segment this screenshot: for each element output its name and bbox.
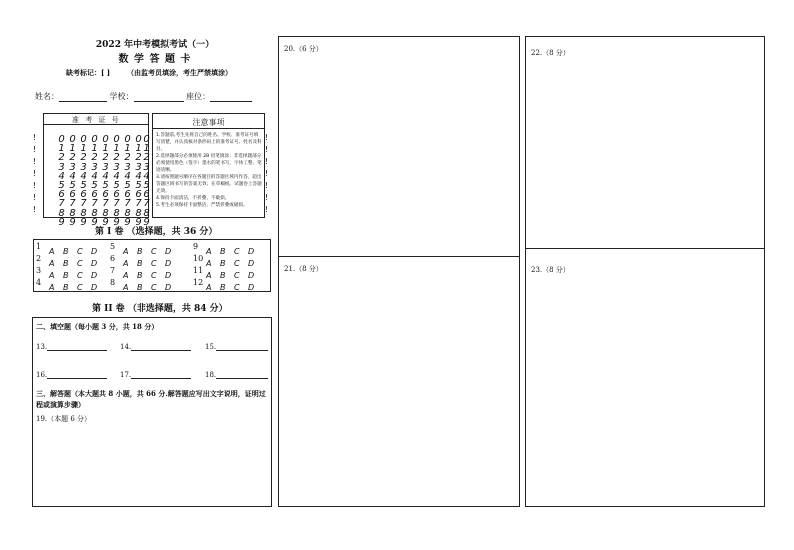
q15-label: 15. bbox=[205, 343, 217, 351]
left-edge-marks: ! ! ! ! ! ! ! bbox=[33, 133, 37, 214]
school-field[interactable] bbox=[134, 101, 184, 102]
exam-id-digit-bubble[interactable]: 5 bbox=[80, 180, 87, 192]
q17-label: 17. bbox=[120, 371, 132, 379]
exam-id-digit-bubble[interactable]: 7 bbox=[102, 198, 109, 210]
exam-id-digit-bubble[interactable]: 6 bbox=[58, 189, 65, 201]
mc-question-number: 4 bbox=[36, 278, 42, 287]
mc-question-number: 6 bbox=[110, 254, 116, 263]
mc-option-bubble[interactable]: C bbox=[234, 271, 240, 280]
exam-id-digit-bubble[interactable]: 2 bbox=[91, 152, 98, 164]
exam-id-column[interactable] bbox=[90, 135, 99, 227]
mc-options-row[interactable] bbox=[123, 259, 179, 269]
exam-id-column[interactable] bbox=[101, 135, 110, 227]
exam-id-digit-bubble[interactable]: 4 bbox=[135, 170, 142, 182]
mc-question-number: 2 bbox=[36, 254, 42, 263]
mc-option-bubble[interactable]: A bbox=[123, 283, 129, 292]
mc-option-bubble[interactable]: A bbox=[49, 247, 55, 256]
q17-answer-line[interactable] bbox=[131, 378, 191, 379]
note-item: 4.保持卡面清洁，不折叠、不破损。 bbox=[156, 196, 230, 201]
q20-answer-box[interactable] bbox=[278, 36, 520, 257]
card-title: 数 学 答 题 卡 bbox=[118, 54, 192, 65]
mc-option-bubble[interactable]: B bbox=[220, 283, 226, 292]
mc-option-bubble[interactable]: B bbox=[220, 271, 226, 280]
mc-option-bubble[interactable]: A bbox=[123, 247, 129, 256]
exam-id-digit-bubble[interactable]: 0 bbox=[58, 134, 65, 145]
exam-id-digit-bubble[interactable]: 4 bbox=[124, 170, 131, 182]
exam-id-digit-bubble[interactable]: 7 bbox=[58, 198, 65, 210]
mc-options-row[interactable] bbox=[206, 247, 262, 257]
mc-options-row[interactable] bbox=[123, 271, 179, 281]
exam-id-digit-bubble[interactable]: 8 bbox=[143, 207, 150, 219]
mc-option-bubble[interactable]: D bbox=[248, 271, 255, 280]
mc-option-bubble[interactable]: C bbox=[77, 283, 83, 292]
mc-options-row[interactable] bbox=[206, 271, 262, 281]
exam-id-digit-bubble[interactable]: 7 bbox=[113, 198, 120, 210]
mc-option-bubble[interactable]: A bbox=[206, 247, 212, 256]
mc-option-bubble[interactable]: D bbox=[165, 283, 172, 292]
exam-id-digit-bubble[interactable]: 0 bbox=[91, 134, 98, 145]
exam-id-digit-bubble[interactable]: 5 bbox=[91, 180, 98, 192]
name-field[interactable] bbox=[59, 101, 107, 102]
mc-question-number: 3 bbox=[36, 266, 42, 275]
exam-id-digit-bubble[interactable]: 5 bbox=[58, 180, 65, 192]
mc-option-bubble[interactable]: A bbox=[206, 259, 212, 268]
exam-id-digit-bubble[interactable]: 8 bbox=[58, 207, 65, 219]
exam-id-digit-bubble[interactable]: 0 bbox=[113, 134, 120, 145]
mc-option-bubble[interactable]: C bbox=[234, 283, 240, 292]
mc-option-bubble[interactable]: B bbox=[137, 283, 143, 292]
exam-id-column[interactable] bbox=[68, 135, 77, 227]
exam-id-column[interactable] bbox=[142, 135, 151, 227]
exam-id-digit-bubble[interactable]: 4 bbox=[91, 170, 98, 182]
note-item: 3.请按照题号顺序在各题目的答题区域内作答，超出答题区域书写的答案无效；在草稿纸、试题卷上答题无效。 bbox=[156, 175, 262, 194]
exam-id-digit-bubble[interactable]: 6 bbox=[113, 189, 120, 201]
exam-id-digit-bubble[interactable]: 3 bbox=[143, 161, 150, 173]
mc-option-bubble[interactable]: B bbox=[63, 283, 69, 292]
q14-row bbox=[120, 343, 191, 351]
mc-options-row[interactable] bbox=[206, 283, 262, 293]
mc-option-bubble[interactable]: D bbox=[91, 247, 98, 256]
mc-option-bubble[interactable]: D bbox=[91, 271, 98, 280]
q16-answer-line[interactable] bbox=[47, 378, 107, 379]
q23-label: 23.（8 分） bbox=[531, 266, 570, 274]
exam-id-digit-bubble[interactable]: 7 bbox=[80, 198, 87, 210]
mc-options-row[interactable] bbox=[49, 283, 105, 293]
mc-option-bubble[interactable]: D bbox=[165, 259, 172, 268]
mc-option-bubble[interactable]: D bbox=[248, 283, 255, 292]
mc-question-number: 8 bbox=[110, 278, 116, 287]
exam-id-digit-bubble[interactable]: 0 bbox=[69, 134, 76, 145]
q16-label: 16. bbox=[36, 371, 48, 379]
name-label: 姓名： bbox=[35, 92, 59, 101]
q21-answer-box[interactable] bbox=[278, 256, 520, 507]
exam-id-digit-bubble[interactable]: 3 bbox=[80, 161, 87, 173]
exam-id-digit-bubble[interactable]: 4 bbox=[69, 170, 76, 182]
right-edge-marks: ! ! ! ! ! ! ! bbox=[265, 133, 269, 214]
mc-question-number: 11 bbox=[193, 266, 204, 275]
exam-id-digit-bubble[interactable]: 6 bbox=[143, 189, 150, 201]
notes-divider bbox=[153, 128, 264, 129]
mc-option-bubble[interactable]: D bbox=[91, 283, 98, 292]
q16-row bbox=[36, 371, 107, 379]
mc-option-bubble[interactable]: A bbox=[49, 271, 55, 280]
exam-id-digit-bubble[interactable]: 0 bbox=[135, 134, 142, 145]
exam-id-divider bbox=[44, 124, 148, 125]
q14-answer-line[interactable] bbox=[131, 350, 191, 351]
exam-id-digit-bubble[interactable]: 5 bbox=[135, 180, 142, 192]
exam-id-digit-bubble[interactable]: 3 bbox=[102, 161, 109, 173]
seat-label: 座位： bbox=[186, 92, 211, 101]
mc-option-bubble[interactable]: D bbox=[248, 247, 255, 256]
q13-answer-line[interactable] bbox=[47, 350, 107, 351]
exam-id-digit-bubble[interactable]: 9 bbox=[91, 216, 98, 228]
exam-id-digit-bubble[interactable]: 0 bbox=[124, 134, 131, 145]
exam-id-digit-bubble[interactable]: 1 bbox=[58, 143, 65, 155]
exam-id-digit-bubble[interactable]: 9 bbox=[113, 216, 120, 228]
mc-option-bubble[interactable]: B bbox=[137, 271, 143, 280]
mc-options-row[interactable] bbox=[49, 247, 105, 257]
exam-id-digit-bubble[interactable]: 1 bbox=[135, 143, 142, 155]
mc-question-number: 12 bbox=[193, 278, 204, 287]
solve-heading: 三、解答题（本大题共 8 小题，共 66 分.解答题应写出文字说明，证明过程或演算步骤） bbox=[36, 389, 266, 409]
part2-answer-box[interactable] bbox=[32, 317, 272, 507]
mc-options-row[interactable] bbox=[123, 247, 179, 257]
exam-id-digit-bubble[interactable]: 6 bbox=[80, 189, 87, 201]
q19-label: 19.（本题 6 分） bbox=[36, 415, 92, 423]
mc-options-row[interactable] bbox=[123, 283, 179, 293]
exam-id-digit-bubble[interactable]: 9 bbox=[124, 216, 131, 228]
exam-id-digit-bubble[interactable]: 7 bbox=[69, 198, 76, 210]
exam-id-digit-bubble[interactable]: 3 bbox=[124, 161, 131, 173]
exam-id-digit-bubble[interactable]: 3 bbox=[69, 161, 76, 173]
mc-option-bubble[interactable]: C bbox=[151, 283, 157, 292]
exam-id-digit-bubble[interactable]: 4 bbox=[102, 170, 109, 182]
exam-id-digit-bubble[interactable]: 7 bbox=[143, 198, 150, 210]
exam-id-digit-bubble[interactable]: 8 bbox=[91, 207, 98, 219]
note-item: 1.答题前,考生先将自己的姓名、学校、准考证号填写清楚，并认真核对条形码上的准考证号、姓名及科目。 bbox=[156, 133, 262, 152]
exam-id-digit-bubble[interactable]: 0 bbox=[143, 134, 150, 145]
q15-answer-line[interactable] bbox=[216, 350, 268, 351]
notes-title: 注意事项 bbox=[192, 118, 225, 127]
mc-option-bubble[interactable]: A bbox=[49, 259, 55, 268]
exam-id-digit-bubble[interactable]: 8 bbox=[124, 207, 131, 219]
mc-option-bubble[interactable]: B bbox=[220, 247, 226, 256]
exam-id-digit-bubble[interactable]: 1 bbox=[124, 143, 131, 155]
exam-id-digit-bubble[interactable]: 7 bbox=[135, 198, 142, 210]
mc-option-bubble[interactable]: A bbox=[123, 271, 129, 280]
exam-id-digit-bubble[interactable]: 2 bbox=[113, 152, 120, 164]
mc-option-bubble[interactable]: A bbox=[206, 283, 212, 292]
exam-id-digit-bubble[interactable]: 5 bbox=[113, 180, 120, 192]
absent-mark-note: （由监考员填涂，考生严禁填涂） bbox=[127, 68, 232, 77]
q20-label: 20.（6 分） bbox=[284, 45, 323, 53]
mc-option-bubble[interactable]: C bbox=[77, 271, 83, 280]
exam-id-digit-bubble[interactable]: 6 bbox=[102, 189, 109, 201]
mc-option-bubble[interactable]: C bbox=[77, 259, 83, 268]
q17-row bbox=[120, 371, 191, 379]
exam-id-digit-bubble[interactable]: 3 bbox=[135, 161, 142, 173]
mc-option-bubble[interactable]: C bbox=[151, 247, 157, 256]
q13-label: 13. bbox=[36, 343, 48, 351]
exam-id-title: 准 考 证 号 bbox=[72, 116, 121, 124]
exam-id-digit-bubble[interactable]: 2 bbox=[135, 152, 142, 164]
mc-question-number: 9 bbox=[193, 242, 199, 251]
exam-id-digit-bubble[interactable]: 6 bbox=[135, 189, 142, 201]
mc-option-bubble[interactable]: B bbox=[63, 259, 69, 268]
q14-label: 14. bbox=[120, 343, 132, 351]
mc-option-bubble[interactable]: B bbox=[137, 259, 143, 268]
exam-id-digit-bubble[interactable]: 3 bbox=[91, 161, 98, 173]
exam-id-digit-bubble[interactable]: 8 bbox=[80, 207, 87, 219]
exam-id-digit-bubble[interactable]: 2 bbox=[58, 152, 65, 164]
student-info-row bbox=[35, 91, 252, 102]
exam-id-column[interactable] bbox=[79, 135, 88, 227]
exam-id-digit-bubble[interactable]: 9 bbox=[69, 216, 76, 228]
exam-id-digit-bubble[interactable]: 8 bbox=[135, 207, 142, 219]
school-label: 学校： bbox=[109, 92, 134, 101]
exam-id-digit-bubble[interactable]: 5 bbox=[124, 180, 131, 192]
q18-row bbox=[205, 371, 268, 379]
exam-title: 2022 年中考模拟考试（一） bbox=[95, 40, 215, 50]
exam-id-digit-bubble[interactable]: 8 bbox=[113, 207, 120, 219]
q22-label: 22.（8 分） bbox=[531, 49, 570, 57]
mc-option-bubble[interactable]: C bbox=[151, 259, 157, 268]
q18-label: 18. bbox=[205, 371, 217, 379]
q15-row bbox=[205, 343, 268, 351]
exam-id-digit-bubble[interactable]: 2 bbox=[102, 152, 109, 164]
mc-option-bubble[interactable]: C bbox=[234, 259, 240, 268]
note-item: 2.选择题部分必须使用 2B 铅笔填涂；非选择题部分必须使用黑色（签字）墨水的笔书写，字体工整、笔迹清晰。 bbox=[156, 154, 262, 173]
exam-id-digit-bubble[interactable]: 6 bbox=[91, 189, 98, 201]
exam-id-column[interactable] bbox=[57, 135, 66, 227]
mc-options-row[interactable] bbox=[206, 259, 262, 269]
exam-id-digit-bubble[interactable]: 3 bbox=[58, 161, 65, 173]
exam-id-digit-bubble[interactable]: 4 bbox=[58, 170, 65, 182]
mc-question-number: 1 bbox=[36, 242, 42, 251]
exam-id-digit-bubble[interactable]: 9 bbox=[102, 216, 109, 228]
mc-options-row[interactable] bbox=[49, 259, 105, 269]
mc-option-bubble[interactable]: D bbox=[248, 259, 255, 268]
exam-id-digit-bubble[interactable]: 6 bbox=[124, 189, 131, 201]
mc-option-bubble[interactable]: D bbox=[165, 271, 172, 280]
mc-option-bubble[interactable]: D bbox=[165, 247, 172, 256]
exam-id-digit-bubble[interactable]: 1 bbox=[113, 143, 120, 155]
exam-id-digit-bubble[interactable]: 9 bbox=[135, 216, 142, 228]
mc-question-number: 5 bbox=[110, 242, 116, 251]
note-item: 5.考生必须保持卡面整洁，严禁折叠或破损。 bbox=[156, 203, 248, 208]
exam-id-digit-bubble[interactable]: 9 bbox=[143, 216, 150, 228]
mc-option-bubble[interactable]: B bbox=[63, 271, 69, 280]
exam-id-digit-bubble[interactable]: 5 bbox=[143, 180, 150, 192]
part1-title: 第 I 卷 （选择题，共 36 分） bbox=[95, 227, 218, 237]
mc-option-bubble[interactable]: A bbox=[206, 271, 212, 280]
exam-id-digit-bubble[interactable]: 9 bbox=[80, 216, 87, 228]
mc-option-bubble[interactable]: B bbox=[220, 259, 226, 268]
exam-id-digit-bubble[interactable]: 5 bbox=[69, 180, 76, 192]
exam-id-digit-bubble[interactable]: 3 bbox=[113, 161, 120, 173]
mc-option-bubble[interactable]: C bbox=[151, 271, 157, 280]
mc-question-number: 7 bbox=[110, 266, 116, 275]
mc-option-bubble[interactable]: B bbox=[137, 247, 143, 256]
exam-id-column[interactable] bbox=[112, 135, 121, 227]
exam-id-digit-bubble[interactable]: 1 bbox=[91, 143, 98, 155]
fill-in-heading: 二、填空题（每小题 3 分，共 18 分） bbox=[36, 322, 159, 331]
exam-id-digit-bubble[interactable]: 0 bbox=[102, 134, 109, 145]
exam-id-digit-bubble[interactable]: 1 bbox=[69, 143, 76, 155]
notes-box bbox=[152, 113, 265, 218]
exam-id-digit-bubble[interactable]: 2 bbox=[69, 152, 76, 164]
mc-option-bubble[interactable]: C bbox=[77, 247, 83, 256]
mc-option-bubble[interactable]: B bbox=[63, 247, 69, 256]
mc-option-bubble[interactable]: D bbox=[91, 259, 98, 268]
exam-id-digit-bubble[interactable]: 2 bbox=[124, 152, 131, 164]
q23-answer-box[interactable] bbox=[525, 248, 765, 507]
exam-id-digit-bubble[interactable]: 9 bbox=[58, 216, 65, 228]
q21-label: 21.（8 分） bbox=[284, 265, 323, 273]
exam-id-column[interactable] bbox=[123, 135, 132, 227]
exam-id-digit-bubble[interactable]: 4 bbox=[80, 170, 87, 182]
mc-option-bubble[interactable]: C bbox=[234, 247, 240, 256]
exam-id-digit-bubble[interactable]: 4 bbox=[113, 170, 120, 182]
exam-id-digit-bubble[interactable]: 8 bbox=[102, 207, 109, 219]
part2-title: 第 II 卷 （非选择题，共 84 分） bbox=[92, 304, 228, 314]
exam-id-digit-bubble[interactable]: 1 bbox=[143, 143, 150, 155]
exam-id-digit-bubble[interactable]: 2 bbox=[80, 152, 87, 164]
exam-id-digit-bubble[interactable]: 1 bbox=[80, 143, 87, 155]
exam-id-digit-bubble[interactable]: 1 bbox=[102, 143, 109, 155]
exam-id-digit-bubble[interactable]: 0 bbox=[80, 134, 87, 145]
mc-options-row[interactable] bbox=[49, 271, 105, 281]
q22-answer-box[interactable] bbox=[525, 36, 765, 249]
exam-id-digit-bubble[interactable]: 6 bbox=[69, 189, 76, 201]
seat-field[interactable] bbox=[210, 101, 252, 102]
exam-id-digit-bubble[interactable]: 2 bbox=[143, 152, 150, 164]
notes-list bbox=[156, 132, 262, 209]
exam-id-digit-bubble[interactable]: 4 bbox=[143, 170, 150, 182]
mc-option-bubble[interactable]: A bbox=[49, 283, 55, 292]
mc-option-bubble[interactable]: A bbox=[123, 259, 129, 268]
q13-row bbox=[36, 343, 107, 351]
exam-id-digit-bubble[interactable]: 8 bbox=[69, 207, 76, 219]
q18-answer-line[interactable] bbox=[216, 378, 268, 379]
mc-question-number: 10 bbox=[193, 254, 204, 263]
exam-id-digit-bubble[interactable]: 7 bbox=[91, 198, 98, 210]
exam-id-digit-bubble[interactable]: 7 bbox=[124, 198, 131, 210]
absent-mark-label[interactable]: 缺考标记：[ ] bbox=[66, 68, 111, 77]
exam-id-digit-bubble[interactable]: 5 bbox=[102, 180, 109, 192]
